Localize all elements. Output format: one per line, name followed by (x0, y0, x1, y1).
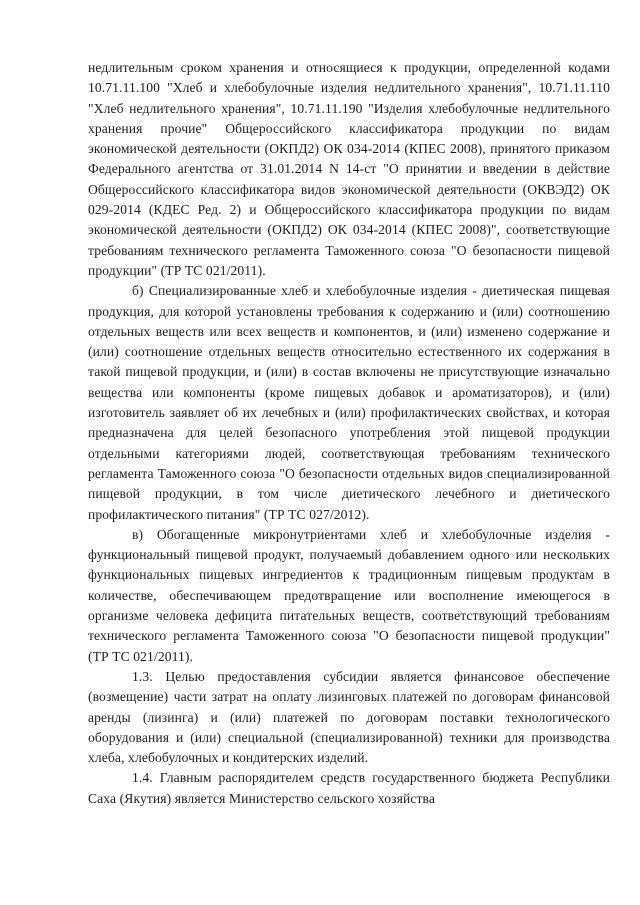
paragraph-v-fortified-bread: в) Обогащенные микронутриентами хлеб и хлебобулочные изделия - функциональный пищевой продукт, получаемый добавлением одного или нескольких функциональных пищевых ингредиентов к традиционным пищевым продуктам в количестве, обеспечивающем предотвращение или восполнение имеющегося в организме человека дефицита питательных веществ, соответствующий требованиям технического регламента Таможенного союза "О безопасности пищевой продукции" (ТР ТС 021/2011). (88, 526, 610, 664)
paragraph-1-3-subsidy-goal: 1.3. Целью предоставления субсидии является финансовое обеспечение (возмещение) части затрат на оплату лизинговых платежей по договорам финансовой аренды (лизинга) и (или) платежей по договорам поставки технологического оборудования и (или) специальной (специализированной) техники для производства хлеба, хлебобулочных и кондитерских изделий. (88, 668, 610, 766)
paragraph-1-4-main-administrator: 1.4. Главным распорядителем средств государственного бюджета Республики Саха (Якутия) является Министерство сельского хозяйства (88, 770, 610, 806)
document-body (88, 58, 610, 809)
paragraph-continuation: недлительным сроком хранения и относящиеся к продукции, определенной кодами 10.71.11.100 "Хлеб и хлебобулочные изделия недлительного хранения", 10.71.11.110 "Хлеб недлительного хранения", 10.71.11.190 "Изделия хлебобулочные недлительного хранения прочие" Общероссийского классификатора продукции по видам экономической деятельности (ОКПД2) ОК 034-2014 (КПЕС 2008), принятого приказом Федерального агентства от 31.01.2014 N 14-ст "О принятии и введении в действие Общероссийского классификатора видов экономической деятельности (ОКВЭД2) ОК 029-2014 (КДЕС Ред. 2) и Общероссийского классификатора продукции по видам экономической деятельности (ОКПД2) ОК 034-2014 (КПЕС 2008)", соответствующие требованиям технического регламента Таможенного союза "О безопасности пищевой продукции" (ТР ТС 021/2011). (88, 60, 610, 278)
paragraph-b-specialized-bread: б) Специализированные хлеб и хлебобулочные изделия - диетическая пищевая продукция, для которой установлены требования к содержанию и (или) соотношению отдельных веществ или всех веществ и компонентов, и (или) изменено содержание и (или) соотношение отдельных веществ относительно естественного их содержания в такой пищевой продукции, и (или) в состав включены не присутствующие изначально вещества или компоненты (кроме пищевых добавок и ароматизаторов), и (или) изготовитель заявляет об их лечебных и (или) профилактических свойствах, и которая предназначена для целей безопасного употребления этой пищевой продукции отдельными категориями людей, соответствующая требованиям технического регламента Таможенного союза "О безопасности отдельных видов специализированной пищевой продукции, в том числе диетического лечебного и диетического профилактического питания" (ТР ТС 027/2012). (88, 283, 610, 522)
